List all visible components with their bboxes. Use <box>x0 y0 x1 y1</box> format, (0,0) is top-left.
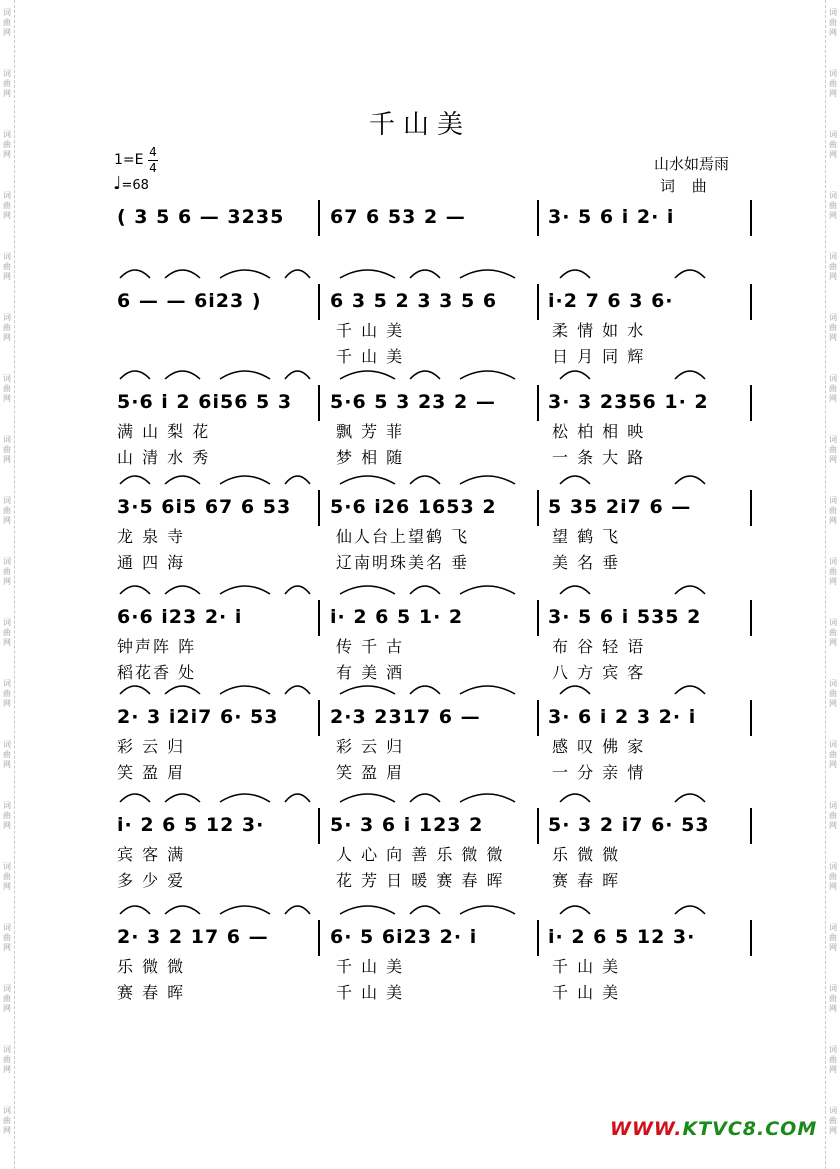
bar-line <box>318 700 320 736</box>
bar-line <box>750 385 752 421</box>
lyric-verse-2: 多 少 爱 <box>117 871 186 890</box>
lyric-verse-1: 仙人台上望鹤 飞 <box>336 527 470 546</box>
lyric-verse-2: 花 芳 日 暖 赛 春 晖 <box>336 871 505 890</box>
watermark-text: 词 曲 网 <box>829 69 837 98</box>
watermark-text: 词 曲 网 <box>3 8 11 37</box>
time-signature-bottom: 4 <box>149 161 157 175</box>
lyric-verse-1: 人 心 向 善 乐 微 微 <box>336 845 505 864</box>
watermark-text: 词 曲 网 <box>3 130 11 159</box>
bar-line <box>318 490 320 526</box>
slur-marks <box>0 254 840 284</box>
slur-marks <box>0 778 840 808</box>
bar-line <box>537 920 539 956</box>
lyric-verse-1: 飘 芳 菲 <box>336 422 405 441</box>
lyric-verse-1: 望 鹤 飞 <box>552 527 621 546</box>
slur-marks <box>0 570 840 600</box>
bar-line <box>537 808 539 844</box>
lyric-verse-2: 一 分 亲 情 <box>552 763 646 782</box>
measure-notes: 2·3 2317 6 — <box>330 706 481 728</box>
author-roles: 词 曲 <box>660 177 713 195</box>
tempo-value: =68 <box>121 178 149 193</box>
lyric-verse-2: 千 山 美 <box>336 983 405 1002</box>
lyric-verse-1: 千 山 美 <box>336 321 405 340</box>
watermark-text: 词 曲 网 <box>3 374 11 403</box>
measure-notes: 2· 3 i2i7 6· 53 <box>117 706 279 728</box>
lyric-verse-2: 通 四 海 <box>117 553 186 572</box>
watermark-text: 词 曲 网 <box>829 923 837 952</box>
measure-notes: 5·6 i 2 6i56 5 3 <box>117 391 293 413</box>
measure-notes: 6 3 5 2 3 3 5 6 <box>330 290 498 312</box>
watermark-text: 词 曲 网 <box>829 984 837 1013</box>
bar-line <box>537 284 539 320</box>
watermark-text: 词 曲 网 <box>3 923 11 952</box>
bar-line <box>537 385 539 421</box>
lyric-verse-1: 满 山 梨 花 <box>117 422 211 441</box>
measure-notes: 3· 3 2356 1· 2 <box>548 391 709 413</box>
lyric-verse-2: 有 美 酒 <box>336 663 405 682</box>
watermark-text: 词 曲 网 <box>3 1045 11 1074</box>
lyric-verse-1: 乐 微 微 <box>552 845 621 864</box>
lyric-verse-1: 千 山 美 <box>336 957 405 976</box>
bar-line <box>318 808 320 844</box>
watermark-text: 词 曲 网 <box>829 1045 837 1074</box>
lyric-verse-1: 钟声阵 阵 <box>117 637 197 656</box>
watermark-text: 词 曲 网 <box>829 618 837 647</box>
author-name: 山水如焉雨 <box>654 155 730 173</box>
measure-notes: 6·6 i23 2· i <box>117 606 243 628</box>
measure-notes: 5 35 2i7 6 — <box>548 496 692 518</box>
watermark-text: 词 曲 网 <box>829 435 837 464</box>
lyric-verse-2: 辽南明珠美名 垂 <box>336 553 470 572</box>
measure-notes: i·2 7 6 3 6· <box>548 290 674 312</box>
bar-line <box>750 284 752 320</box>
measure-notes: 5·6 i26 1653 2 <box>330 496 497 518</box>
measure-notes: i· 2 6 5 12 3· <box>548 926 696 948</box>
measure-notes: ( 3 5 6 — 3235 <box>117 206 285 228</box>
bar-line <box>750 700 752 736</box>
watermark-text: 词 曲 网 <box>829 130 837 159</box>
lyric-verse-2: 笑 盈 眉 <box>117 763 186 782</box>
lyric-verse-2: 千 山 美 <box>336 347 405 366</box>
time-signature-top: 4 <box>149 145 157 159</box>
watermark-text: 词 曲 网 <box>3 557 11 586</box>
watermark-text: 词 曲 网 <box>829 862 837 891</box>
lyric-verse-1: 彩 云 归 <box>336 737 405 756</box>
watermark-text: 词 曲 网 <box>3 435 11 464</box>
watermark-text: 词 曲 网 <box>3 740 11 769</box>
credits <box>654 153 729 197</box>
lyric-verse-2: 八 方 宾 客 <box>552 663 646 682</box>
time-signature <box>148 145 158 176</box>
lyric-verse-1: 千 山 美 <box>552 957 621 976</box>
slur-marks <box>0 355 840 385</box>
watermark-text: 词 曲 网 <box>829 313 837 342</box>
watermark-text: 词 曲 网 <box>829 1106 837 1135</box>
lyric-verse-1: 松 柏 相 映 <box>552 422 646 441</box>
watermark-text: 词 曲 网 <box>3 252 11 281</box>
bar-line <box>318 920 320 956</box>
site-url: KTVC8.COM <box>682 1118 818 1140</box>
site-logo: WWW.KTVC8.COM <box>610 1118 818 1140</box>
measure-notes: 6· 5 6i23 2· i <box>330 926 478 948</box>
bar-line <box>318 284 320 320</box>
measure-notes: 5· 3 2 i7 6· 53 <box>548 814 710 836</box>
bar-line <box>750 808 752 844</box>
lyric-verse-2: 山 清 水 秀 <box>117 448 211 467</box>
bar-line <box>537 700 539 736</box>
bar-line <box>750 920 752 956</box>
measure-notes: 6 — — 6i23 ) <box>117 290 262 312</box>
watermark-text: 词 曲 网 <box>3 862 11 891</box>
lyric-verse-2: 笑 盈 眉 <box>336 763 405 782</box>
lyric-verse-1: 感 叹 佛 家 <box>552 737 646 756</box>
measure-notes: i· 2 6 5 1· 2 <box>330 606 464 628</box>
watermark-text: 词 曲 网 <box>829 557 837 586</box>
watermark-text: 词 曲 网 <box>3 801 11 830</box>
lyric-verse-1: 龙 泉 寺 <box>117 527 186 546</box>
measure-notes: i· 2 6 5 12 3· <box>117 814 265 836</box>
measure-notes: 67 6 53 2 — <box>330 206 466 228</box>
bar-line <box>750 600 752 636</box>
tempo-marking <box>113 173 149 194</box>
bar-line <box>318 385 320 421</box>
measure-notes: 3· 6 i 2 3 2· i <box>548 706 697 728</box>
song-title: 千山美 <box>368 110 471 140</box>
slur-marks <box>0 460 840 490</box>
lyric-verse-2: 稻花香 处 <box>117 663 197 682</box>
watermark-text: 词 曲 网 <box>829 801 837 830</box>
watermark-text: 词 曲 网 <box>829 191 837 220</box>
lyric-verse-2: 千 山 美 <box>552 983 621 1002</box>
lyric-verse-1: 布 谷 轻 语 <box>552 637 646 656</box>
measure-notes: 3· 5 6 i 535 2 <box>548 606 702 628</box>
lyric-verse-2: 梦 相 随 <box>336 448 405 467</box>
slur-marks <box>0 670 840 700</box>
bar-line <box>537 600 539 636</box>
bar-line <box>750 200 752 236</box>
measure-notes: 5· 3 6 i 123 2 <box>330 814 484 836</box>
lyric-verse-2: 赛 春 晖 <box>117 983 186 1002</box>
watermark-text: 词 曲 网 <box>3 1106 11 1135</box>
watermark-text: 词 曲 网 <box>829 740 837 769</box>
watermark-text: 词 曲 网 <box>3 984 11 1013</box>
lyric-verse-2: 一 条 大 路 <box>552 448 646 467</box>
key-signature: 1=E <box>114 152 144 168</box>
bar-line <box>318 600 320 636</box>
lyric-verse-1: 乐 微 微 <box>117 957 186 976</box>
watermark-text: 词 曲 网 <box>829 679 837 708</box>
lyric-verse-2: 赛 春 晖 <box>552 871 621 890</box>
bar-line <box>318 200 320 236</box>
bar-line <box>537 490 539 526</box>
watermark-text: 词 曲 网 <box>829 496 837 525</box>
watermark-text: 词 曲 网 <box>3 496 11 525</box>
watermark-text: 词 曲 网 <box>829 252 837 281</box>
measure-notes: 3·5 6i5 67 6 53 <box>117 496 292 518</box>
watermark-text: 词 曲 网 <box>829 8 837 37</box>
watermark-text: 词 曲 网 <box>3 618 11 647</box>
quarter-note-icon: ♩ <box>113 173 122 194</box>
lyric-verse-2: 美 名 垂 <box>552 553 621 572</box>
watermark-text: 词 曲 网 <box>3 191 11 220</box>
lyric-verse-1: 彩 云 归 <box>117 737 186 756</box>
lyric-verse-1: 宾 客 满 <box>117 845 186 864</box>
watermark-text: 词 曲 网 <box>3 313 11 342</box>
watermark-text: 词 曲 网 <box>3 69 11 98</box>
slur-marks <box>0 890 840 920</box>
measure-notes: 3· 5 6 i 2· i <box>548 206 675 228</box>
watermark-text: 词 曲 网 <box>3 679 11 708</box>
measure-notes: 2· 3 2 17 6 — <box>117 926 269 948</box>
lyric-verse-2: 日 月 同 辉 <box>552 347 646 366</box>
measure-notes: 5·6 5 3 23 2 — <box>330 391 496 413</box>
lyric-verse-1: 传 千 古 <box>336 637 405 656</box>
bar-line <box>750 490 752 526</box>
watermark-text: 词 曲 网 <box>829 374 837 403</box>
bar-line <box>537 200 539 236</box>
lyric-verse-1: 柔 情 如 水 <box>552 321 646 340</box>
